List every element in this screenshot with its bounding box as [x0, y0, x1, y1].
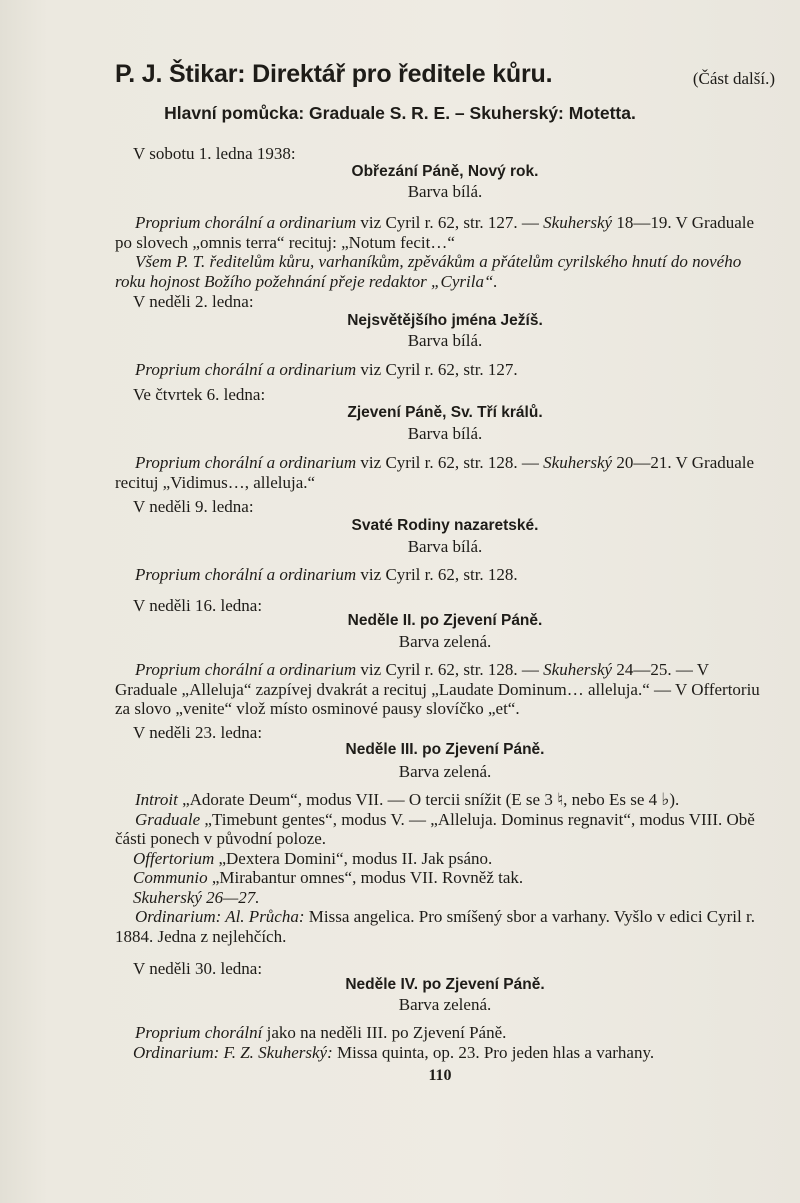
text-italic: Proprium chorální a ordinarium	[135, 360, 357, 379]
entry-text-jan-2	[115, 360, 775, 380]
entry-text-jan-9	[115, 565, 775, 585]
entry-feast-jan-16: Neděle II. po Zjevení Páně.	[347, 612, 543, 629]
text-italic: Proprium chorální a ordinarium	[135, 660, 357, 679]
entry-day-jan-9: V neděli 9. ledna:	[133, 497, 254, 516]
new-year-greeting: Všem P. T. ředitelům kůru, varhaníkům, zpěvákům a přátelům cyrilského hnutí do nového roku hojnost Božího požehnání přeje redaktor „Cyrila“.	[115, 252, 742, 291]
text-italic: Communio	[133, 868, 208, 887]
entry-color-jan-1: Barva bílá.	[407, 182, 483, 201]
text: „Dextera Domini“, modus II. Jak psáno.	[214, 848, 493, 868]
entry-color-jan-9: Barva bílá.	[407, 537, 483, 556]
text-italic: Offertorium	[133, 848, 215, 868]
entry-day-jan-2: V neděli 2. ledna:	[133, 292, 254, 311]
entry-text-jan-6	[115, 453, 775, 492]
header	[115, 60, 775, 96]
continuation-note: (Část další.)	[692, 69, 775, 88]
text-italic: Graduale	[135, 809, 201, 829]
text: 20—21. V Graduale recituj „Vidimus…, alleluja.“	[115, 453, 755, 492]
entry-text-jan-16	[115, 660, 775, 719]
text-italic: Proprium chorální a ordinarium	[135, 565, 357, 584]
text: Missa angelica. Pro smíšený sbor a varhany. Vyšlo v edici Cyril r. 1884. Jedna z nejlehčích.	[115, 907, 755, 946]
text: viz Cyril r. 62, str. 127. —	[356, 213, 544, 232]
entry-day-jan-16: V neděli 16. ledna:	[133, 596, 263, 615]
text-italic: Skuherský 26—27.	[133, 887, 260, 907]
text: viz Cyril r. 62, str. 127.	[356, 360, 518, 379]
text-italic: Ordinarium: Al. Průcha:	[135, 907, 305, 926]
page-number: 110	[428, 1067, 452, 1084]
text-italic: Skuherský	[543, 660, 613, 679]
entry-text-jan-1	[115, 213, 775, 291]
page-title: P. J. Štikar: Direktář pro ředitele kůru.	[115, 60, 553, 88]
entry-day-jan-23: V neděli 23. ledna:	[133, 723, 263, 742]
text: viz Cyril r. 62, str. 128. —	[356, 453, 544, 472]
text: viz Cyril r. 62, str. 128. —	[356, 660, 544, 679]
entry-feast-jan-2: Nejsvětějšího jména Ježíš.	[347, 312, 543, 329]
text: jako na neděli III. po Zjevení Páně.	[262, 1023, 507, 1042]
text-italic: Ordinarium: F. Z. Skuherský:	[133, 1042, 333, 1062]
entry-day-jan-30: V neděli 30. ledna:	[133, 959, 263, 978]
text-italic: Proprium chorální	[135, 1023, 263, 1042]
text-italic: Skuherský	[543, 453, 613, 472]
text: 24—25. — V Graduale „Alleluja“ zazpívej dvakrát a recituj „Laudate Dominum… alleluja.“ — V Offertoriu za slovo „venite“ vlož místo osminové pausy slovíčko „et“.	[115, 660, 760, 718]
text: viz Cyril r. 62, str. 128.	[356, 565, 518, 584]
entry-text-jan-30	[115, 1023, 775, 1062]
entry-feast-jan-9: Svaté Rodiny nazaretské.	[351, 517, 539, 534]
text: 18—19. V Graduale po slovech „omnis terra“ recituj: „Notum fecit…“	[115, 213, 755, 252]
entry-color-jan-2: Barva bílá.	[407, 331, 483, 350]
entry-feast-jan-23: Neděle III. po Zjevení Páně.	[345, 741, 545, 758]
text-italic: Proprium chorální a ordinarium	[135, 213, 357, 232]
entry-feast-jan-6: Zjevení Páně, Sv. Tří králů.	[347, 404, 543, 421]
text-italic: Skuherský	[543, 213, 613, 232]
text-italic: Introit	[135, 790, 178, 809]
text: Missa quinta, op. 23. Pro jeden hlas a varhany.	[332, 1042, 655, 1062]
page-subtitle: Hlavní pomůcka: Graduale S. R. E. – Skuherský: Motetta.	[164, 103, 636, 123]
entry-day-jan-6: Ve čtvrtek 6. ledna:	[133, 385, 266, 404]
text: „Timebunt gentes“, modus V. — „Alleluja. Dominus regnavit“, modus VIII. Obě části ponech v původní poloze.	[115, 809, 755, 848]
entry-color-jan-6: Barva bílá.	[407, 424, 483, 443]
entry-feast-jan-1: Obřezání Páně, Nový rok.	[351, 163, 539, 180]
entry-text-jan-23	[115, 790, 775, 946]
entry-feast-jan-30: Neděle IV. po Zjevení Páně.	[345, 976, 545, 993]
entry-color-jan-16: Barva zelená.	[398, 632, 492, 651]
entry-color-jan-30: Barva zelená.	[398, 995, 492, 1014]
text: „Adorate Deum“, modus VII. — O tercii snížit (E se 3 ♮, nebo Es se 4 ♭).	[177, 790, 680, 809]
text: „Mirabantur omnes“, modus VII. Rovněž tak.	[207, 868, 524, 887]
text-italic: Proprium chorální a ordinarium	[135, 453, 357, 472]
entry-color-jan-23: Barva zelená.	[398, 762, 492, 781]
entry-day-jan-1: V sobotu 1. ledna 1938:	[133, 144, 296, 163]
